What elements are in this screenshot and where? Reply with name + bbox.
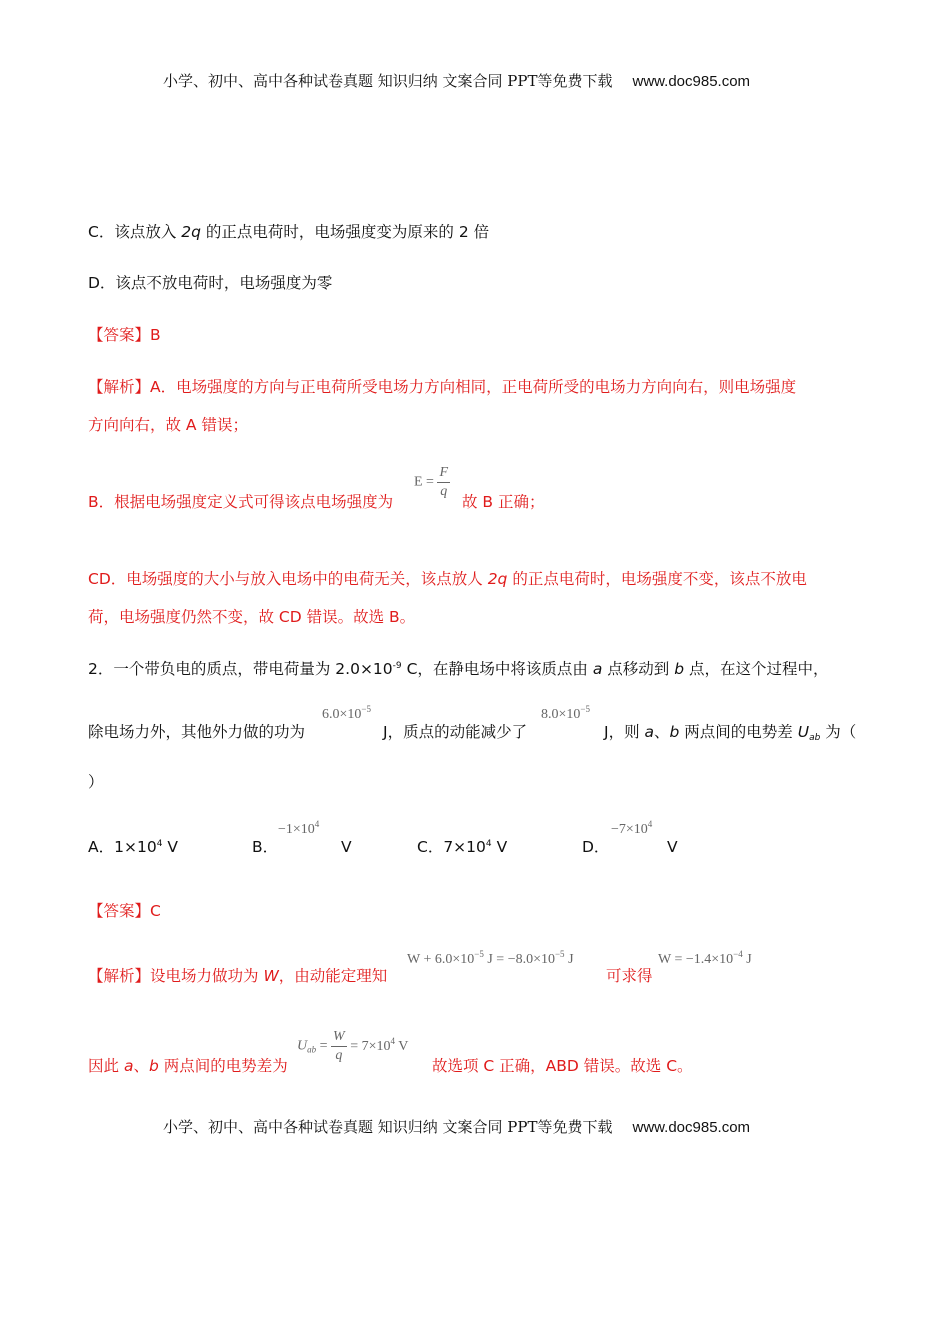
formula-work-result: $W = -1.4\times 10^{-4}$ J (658, 949, 752, 967)
formula-energy-value: $8.0\times 10^{-5}$ (541, 704, 590, 722)
q2-stem-line2-b: J，质点的动能减少了 (383, 723, 528, 741)
header-site-link[interactable]: www.doc985.com (632, 73, 751, 90)
formula-work-value: $6.0\times 10^{-5}$ (322, 704, 371, 722)
q1-explanation-cd-line1: CD．电场强度的大小与放入电场中的电荷无关，该点放人 2q 的正点电荷时，电场强度不变，该点不放电 (88, 570, 807, 588)
q1-option-c: C．该点放入 2q 的正点电荷时，电场强度变为原来的 2 倍 (88, 223, 490, 241)
q2-explanation-conclusion: 故选项 C 正确，ABD 错误。故选 C。 (432, 1057, 693, 1075)
q1-explanation-b-tail: 故 B 正确； (462, 493, 545, 511)
footer-site-link[interactable]: www.doc985.com (632, 1119, 751, 1136)
q2-stem-line3: ） (88, 773, 104, 791)
q1-explanation-a-line1: 【解析】A．电场强度的方向与正电荷所受电场力方向相同，正电荷所受的电场力方向向右，则电场强度 (88, 378, 797, 396)
q2-option-d-unit: V (667, 838, 678, 856)
footer-text: 小学、初中、高中各种试卷真题 知识归纳 文案合同 PPT等免费下载 (163, 1118, 613, 1136)
formula-work-energy-theorem: $W + 6.0\times 10^{-5}$ $J = -8.0\times 10^{-5}$ J (407, 949, 574, 967)
q1-explanation-cd-line2: 荷，电场强度仍然不变，故 CD 错误。故选 B。 (88, 608, 416, 626)
page-header (163, 70, 750, 91)
q2-stem-line2-a: 除电场力外，其他外力做的功为 (88, 723, 306, 741)
q1-explanation-b: B．根据电场强度定义式可得该点电场强度为 (88, 493, 394, 511)
q2-option-d: D． (582, 838, 610, 856)
formula-option-d: $-7\times 10^4$ (611, 819, 653, 837)
formula-potential-difference: $U_{ab}$ = $\frac{W}{q}$ = $7\times 10^4$ V (297, 1029, 409, 1063)
formula-e-equals-f-over-q: E = $\frac{F}{q}$ (414, 465, 449, 499)
formula-option-b: $-1\times 10^4$ (278, 819, 320, 837)
q2-answer: 【答案】C (88, 902, 161, 920)
q2-explanation-can-find: 可求得 (606, 967, 653, 985)
q2-stem-line2-c: J，则 a、b 两点间的电势差 $U_{ab}$ 为（ (604, 723, 857, 743)
q1-explanation-a-line2: 方向向右，故 A 错误； (88, 416, 248, 434)
header-text: 小学、初中、高中各种试卷真题 知识归纳 文案合同 PPT等免费下载 (163, 72, 613, 90)
page-footer (163, 1116, 750, 1137)
q2-stem-line1: 2．一个带负电的质点，带电荷量为 $2.0\times 10^{-9}$ C，在静电场中将该质点由 a 点移动到 b 点，在这个过程中， (88, 660, 829, 678)
q1-answer: 【答案】B (88, 326, 161, 344)
q2-option-c: C．$7\times 10^4$ V (417, 838, 508, 856)
q2-option-a: A．$1\times 10^4$ V (88, 838, 178, 856)
q2-explanation-line2: 因此 a、b 两点间的电势差为 (88, 1057, 288, 1075)
q2-option-b-unit: V (341, 838, 352, 856)
q1-option-d: D．该点不放电荷时，电场强度为零 (88, 274, 333, 292)
q2-explanation-line1: 【解析】设电场力做功为 W，由动能定理知 (88, 967, 388, 985)
q2-option-b: B． (252, 838, 279, 856)
